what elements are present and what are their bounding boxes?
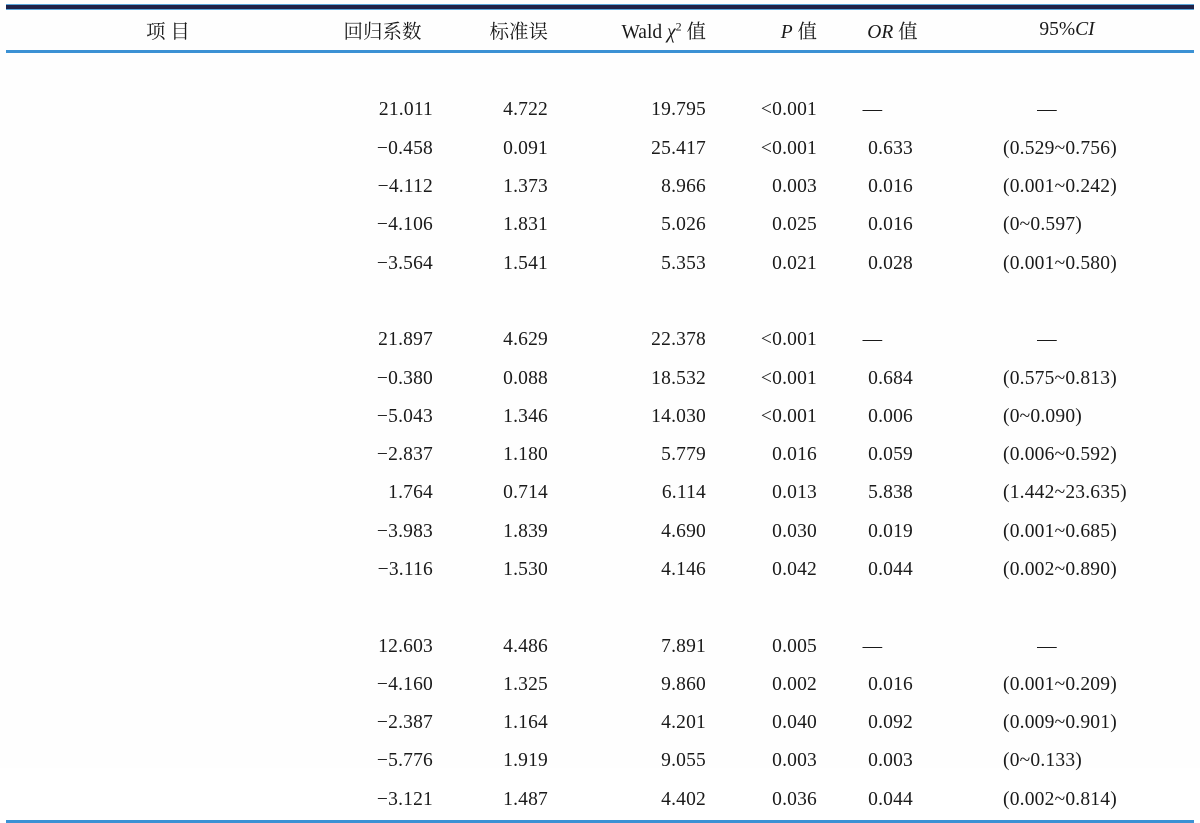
cell-or: 0.028 xyxy=(868,252,913,274)
cell-p: 0.025 xyxy=(772,214,817,236)
table-row xyxy=(6,91,1194,129)
cell-or: 0.019 xyxy=(868,520,913,542)
row-label xyxy=(6,91,330,129)
logistic-regression-table xyxy=(6,10,1194,819)
cell-ci: (0~0.597) xyxy=(1003,214,1082,236)
cell-wald: 4.690 xyxy=(661,520,706,542)
row-label xyxy=(6,551,330,589)
cell-coef: −4.160 xyxy=(376,673,433,695)
table-row xyxy=(6,244,1194,282)
table-row xyxy=(6,359,1194,397)
cell-wald: 25.417 xyxy=(651,137,706,159)
cell-ci: (1.442~23.635) xyxy=(1003,482,1127,504)
cell-or: 0.006 xyxy=(868,405,913,427)
cell-or: — xyxy=(862,99,883,121)
cell-se: 1.839 xyxy=(503,520,548,542)
column-header-item: 项 目 xyxy=(6,10,330,52)
cell-ci xyxy=(940,283,1194,321)
row-label xyxy=(6,742,330,780)
cell-coef xyxy=(330,589,435,627)
cell-coef: −4.106 xyxy=(376,214,433,236)
cell-se: 0.091 xyxy=(503,137,548,159)
cell-ci: (0~0.090) xyxy=(1003,405,1082,427)
table-row xyxy=(6,627,1194,665)
table-row xyxy=(6,168,1194,206)
row-label xyxy=(6,130,330,168)
cell-coef: −3.564 xyxy=(376,252,433,274)
cell-or xyxy=(845,589,940,627)
cell-coef: −2.387 xyxy=(376,712,433,734)
cell-wald xyxy=(550,52,710,92)
cell-ci: (0.001~0.209) xyxy=(1003,673,1117,695)
table-row xyxy=(6,474,1194,512)
cell-coef: −2.837 xyxy=(376,444,433,466)
cell-or: 0.633 xyxy=(868,137,913,159)
row-label xyxy=(6,627,330,665)
cell-p: 0.036 xyxy=(772,788,817,810)
cell-se: 1.487 xyxy=(503,788,548,810)
column-header-se: 标准误 xyxy=(435,10,550,52)
column-header-ci: 95%CI xyxy=(940,10,1194,52)
table-row xyxy=(6,704,1194,742)
row-label xyxy=(6,359,330,397)
cell-coef: −3.983 xyxy=(376,520,433,542)
cell-ci: (0.001~0.580) xyxy=(1003,252,1117,274)
row-label xyxy=(6,244,330,282)
column-header-wald: Wald $\chi^2$ 值 xyxy=(550,10,710,52)
cell-ci: (0.009~0.901) xyxy=(1003,712,1117,734)
group-label xyxy=(6,52,330,92)
cell-se xyxy=(435,589,550,627)
cell-ci xyxy=(940,52,1194,92)
row-label xyxy=(6,513,330,551)
cell-ci xyxy=(940,589,1194,627)
row-label xyxy=(6,781,330,819)
cell-se: 1.831 xyxy=(503,214,548,236)
cell-coef: −4.112 xyxy=(377,176,433,198)
cell-or: 0.016 xyxy=(868,673,913,695)
cell-or xyxy=(845,52,940,92)
cell-p: <0.001 xyxy=(760,99,817,121)
cell-coef: −5.043 xyxy=(376,405,433,427)
cell-p: 0.042 xyxy=(772,559,817,580)
row-label xyxy=(6,206,330,244)
cell-p: 0.040 xyxy=(772,712,817,734)
table-row xyxy=(6,436,1194,474)
row-label xyxy=(6,436,330,474)
cell-p xyxy=(710,589,845,627)
cell-p: 0.005 xyxy=(772,635,817,657)
cell-se: 1.541 xyxy=(503,252,548,274)
cell-wald: 22.378 xyxy=(651,329,706,351)
group-label xyxy=(6,589,330,627)
cell-wald: 19.795 xyxy=(651,99,706,121)
cell-coef xyxy=(330,283,435,321)
cell-or xyxy=(845,283,940,321)
row-label xyxy=(6,321,330,359)
group-row xyxy=(6,589,1194,627)
cell-se: 1.325 xyxy=(503,673,548,695)
cell-wald xyxy=(550,589,710,627)
cell-se: 4.486 xyxy=(503,635,548,657)
cell-or: 0.003 xyxy=(868,750,913,772)
cell-or: 5.838 xyxy=(868,482,913,504)
cell-ci: — xyxy=(1037,635,1057,657)
cell-wald: 5.779 xyxy=(661,444,706,466)
cell-p: 0.013 xyxy=(772,482,817,504)
cell-wald: 4.146 xyxy=(661,559,706,580)
cell-or: 0.016 xyxy=(868,214,913,236)
cell-coef xyxy=(330,52,435,92)
cell-or: 0.092 xyxy=(868,712,913,734)
cell-p: 0.003 xyxy=(772,750,817,772)
cell-or: 0.016 xyxy=(868,176,913,198)
cell-wald: 8.966 xyxy=(661,176,706,198)
table-row xyxy=(6,742,1194,780)
table-row xyxy=(6,513,1194,551)
cell-coef: −5.776 xyxy=(376,750,433,772)
cell-wald: 5.026 xyxy=(661,214,706,236)
cell-p: 0.016 xyxy=(772,444,817,466)
cell-coef: 1.764 xyxy=(388,482,433,504)
cell-ci: (0.002~0.890) xyxy=(1003,559,1117,580)
row-label xyxy=(6,666,330,704)
cell-or: 0.684 xyxy=(868,367,913,389)
cell-wald: 14.030 xyxy=(651,405,706,427)
cell-p: 0.003 xyxy=(772,176,817,198)
cell-ci: (0.002~0.814) xyxy=(1003,788,1117,810)
cell-se: 1.530 xyxy=(503,559,548,580)
cell-wald: 9.055 xyxy=(661,750,706,772)
cell-se: 4.629 xyxy=(503,329,548,351)
row-label xyxy=(6,398,330,436)
cell-p: 0.021 xyxy=(772,252,817,274)
table-row xyxy=(6,666,1194,704)
cell-coef: −0.380 xyxy=(376,367,433,389)
cell-se: 0.088 xyxy=(503,367,548,389)
cell-p: <0.001 xyxy=(760,367,817,389)
column-header-p: P 值 xyxy=(710,10,845,52)
cell-wald: 4.402 xyxy=(661,788,706,810)
group-row xyxy=(6,283,1194,321)
cell-wald: 4.201 xyxy=(661,712,706,734)
cell-se xyxy=(435,283,550,321)
group-label xyxy=(6,283,330,321)
cell-ci: — xyxy=(1037,329,1057,351)
cell-se: 1.373 xyxy=(503,176,548,198)
table-row xyxy=(6,781,1194,819)
cell-coef: −0.458 xyxy=(376,137,433,159)
cell-wald: 7.891 xyxy=(661,635,706,657)
group-row xyxy=(6,52,1194,92)
cell-p: <0.001 xyxy=(760,329,817,351)
cell-ci: — xyxy=(1037,99,1057,121)
table-row xyxy=(6,130,1194,168)
cell-coef: −3.121 xyxy=(376,788,433,810)
table-row xyxy=(6,398,1194,436)
cell-or: 0.044 xyxy=(868,559,913,580)
cell-se: 4.722 xyxy=(503,99,548,121)
cell-se: 1.180 xyxy=(503,444,548,466)
cell-coef: −3.116 xyxy=(377,559,433,580)
cell-ci: (0.575~0.813) xyxy=(1003,367,1117,389)
cell-wald: 9.860 xyxy=(661,673,706,695)
cell-se: 0.714 xyxy=(503,482,548,504)
row-label xyxy=(6,704,330,742)
table-row xyxy=(6,551,1194,589)
cell-wald xyxy=(550,283,710,321)
cell-or: 0.059 xyxy=(868,444,913,466)
cell-se: 1.346 xyxy=(503,405,548,427)
column-header-or: OR 值 xyxy=(845,10,940,52)
cell-coef: 21.011 xyxy=(378,99,433,121)
cell-se xyxy=(435,52,550,92)
cell-or: — xyxy=(862,329,883,351)
cell-wald: 5.353 xyxy=(661,252,706,274)
cell-se: 1.919 xyxy=(503,750,548,772)
column-header-coef: 回归系数 xyxy=(330,10,435,52)
cell-wald: 6.114 xyxy=(661,482,706,504)
cell-wald: 18.532 xyxy=(651,367,706,389)
table-row xyxy=(6,321,1194,359)
cell-ci: (0.006~0.592) xyxy=(1003,444,1117,466)
cell-p: 0.030 xyxy=(772,520,817,542)
cell-ci: (0~0.133) xyxy=(1003,750,1082,772)
cell-coef: 12.603 xyxy=(378,635,433,657)
cell-or: 0.044 xyxy=(868,788,913,810)
cell-p: <0.001 xyxy=(760,405,817,427)
cell-p xyxy=(710,283,845,321)
cell-ci: (0.001~0.242) xyxy=(1003,176,1117,198)
cell-p xyxy=(710,52,845,92)
row-label xyxy=(6,168,330,206)
cell-ci: (0.001~0.685) xyxy=(1003,520,1117,542)
cell-ci: (0.529~0.756) xyxy=(1003,137,1117,159)
cell-p: <0.001 xyxy=(760,137,817,159)
table-header-row xyxy=(6,10,1194,52)
cell-p: 0.002 xyxy=(772,673,817,695)
table-bottom-rule xyxy=(6,820,1194,823)
cell-se: 1.164 xyxy=(503,712,548,734)
row-label xyxy=(6,474,330,512)
table-row xyxy=(6,206,1194,244)
cell-or: — xyxy=(862,635,883,657)
cell-coef: 21.897 xyxy=(378,329,433,351)
